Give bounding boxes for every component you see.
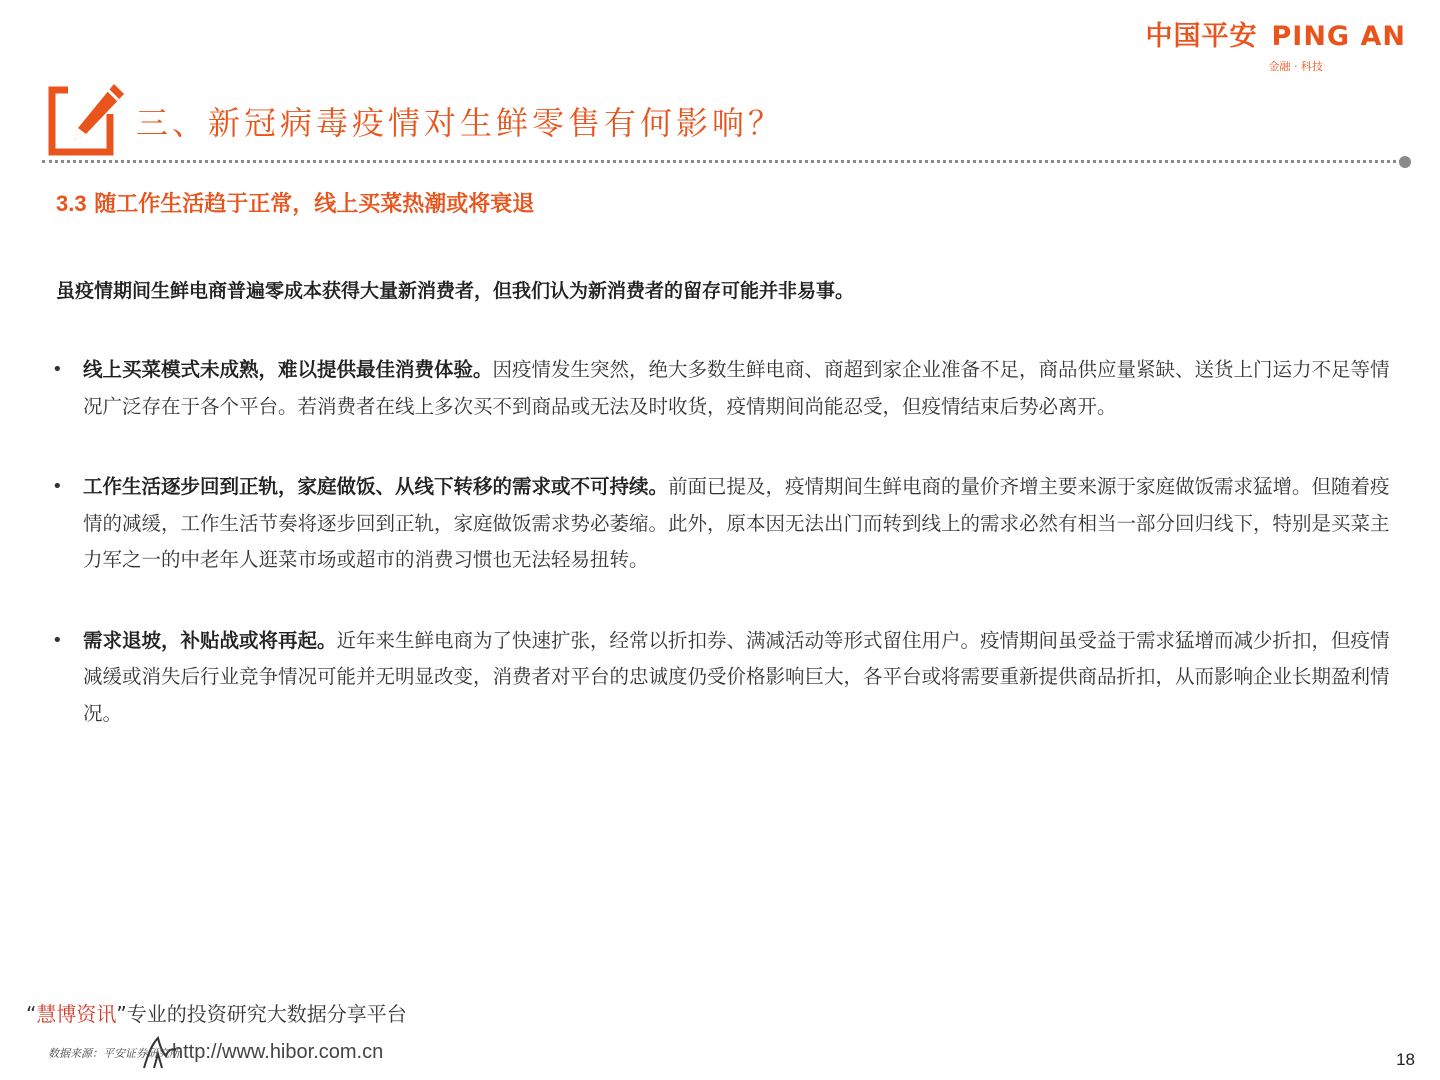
logo-en: PING AN <box>1271 21 1406 52</box>
quote-close: ” <box>116 1002 127 1026</box>
footer-slogan <box>26 998 407 1027</box>
bullet-dot: • <box>52 359 63 380</box>
bullet-item <box>52 352 1397 425</box>
bullet-heading: 工作生活逐步回到正轨，家庭做饭、从线下转移的需求或不可持续。 <box>83 475 669 498</box>
bullet-heading: 需求退坡，补贴战或将再起。 <box>83 628 337 652</box>
page-number: 18 <box>1396 1050 1415 1069</box>
quote-open: “ <box>26 1002 37 1026</box>
divider-end-dot <box>1399 156 1411 168</box>
bullet-body: 因疫情发生突然，绝大多数生鲜电商、商超到家企业准备不足，商品供应量紧缺、送货上门运力不足等情况广泛存在于各个平台。若消费者在线上多次买不到商品或无法及时收货，疫情期间尚能忍受，但疫情结束后势必离开。 <box>83 358 1390 418</box>
bullet-body: 近年来生鲜电商为了快速扩张，经常以折扣券、满减活动等形式留住用户。疫情期间虽受益于需求猛增而减少折扣，但疫情减缓或消失后行业竞争情况可能并无明显改变，消费者对平台的忠诚度仍受价格影响巨大，各平台或将需要重新提供商品折扣，从而影响企业长期盈利情况。 <box>83 628 1390 725</box>
footer-brand: 慧博资讯 <box>36 1002 117 1026</box>
bullet-body: 前面已提及，疫情期间生鲜电商的量价齐增主要来源于家庭做饭需求猛增。但随着疫情的减缓，工作生活节奏将逐步回到正轨，家庭做饭需求势必萎缩。此外，原本因无法出门而转到线上的需求必然有相当一部分回归线下，特别是买菜主力军之一的中老年人逛菜市场或超市的消费习惯也无法轻易扭转。 <box>83 475 1390 571</box>
source-note: 数据来源：平安证券研究所 <box>48 1047 180 1060</box>
bullet-item <box>52 623 1397 733</box>
logo-wordmark <box>1146 20 1407 54</box>
section-title: 三、新冠病毒疫情对生鲜零售有何影响？ <box>136 104 785 142</box>
bullet-heading: 线上买菜模式未成熟，难以提供最佳消费体验。 <box>83 358 493 381</box>
logo-tagline: 金融 · 科技 <box>1268 60 1323 73</box>
subsection-text: 随工作生活趋于正常，线上买菜热潮或将衰退 <box>86 191 535 217</box>
footer-url-link[interactable]: http://www.hibor.com.cn <box>172 1041 384 1063</box>
bullet-dot: • <box>52 476 63 497</box>
footer-slogan-text: 专业的投资研究大数据分享平台 <box>126 1002 407 1026</box>
subsection-title <box>56 187 534 218</box>
subsection-number: 3.3 <box>56 191 87 216</box>
bullet-item <box>52 469 1397 579</box>
pingan-logo <box>1146 20 1407 74</box>
bullet-list <box>52 352 1397 776</box>
title-divider <box>42 160 1402 163</box>
bullet-dot: • <box>52 629 63 651</box>
logo-cn: 中国平安 <box>1145 21 1258 52</box>
intro-paragraph: 虽疫情期间生鲜电商普遍零成本获得大量新消费者，但我们认为新消费者的留存可能并非易事。 <box>56 280 855 302</box>
pencil-square-icon <box>48 82 124 158</box>
